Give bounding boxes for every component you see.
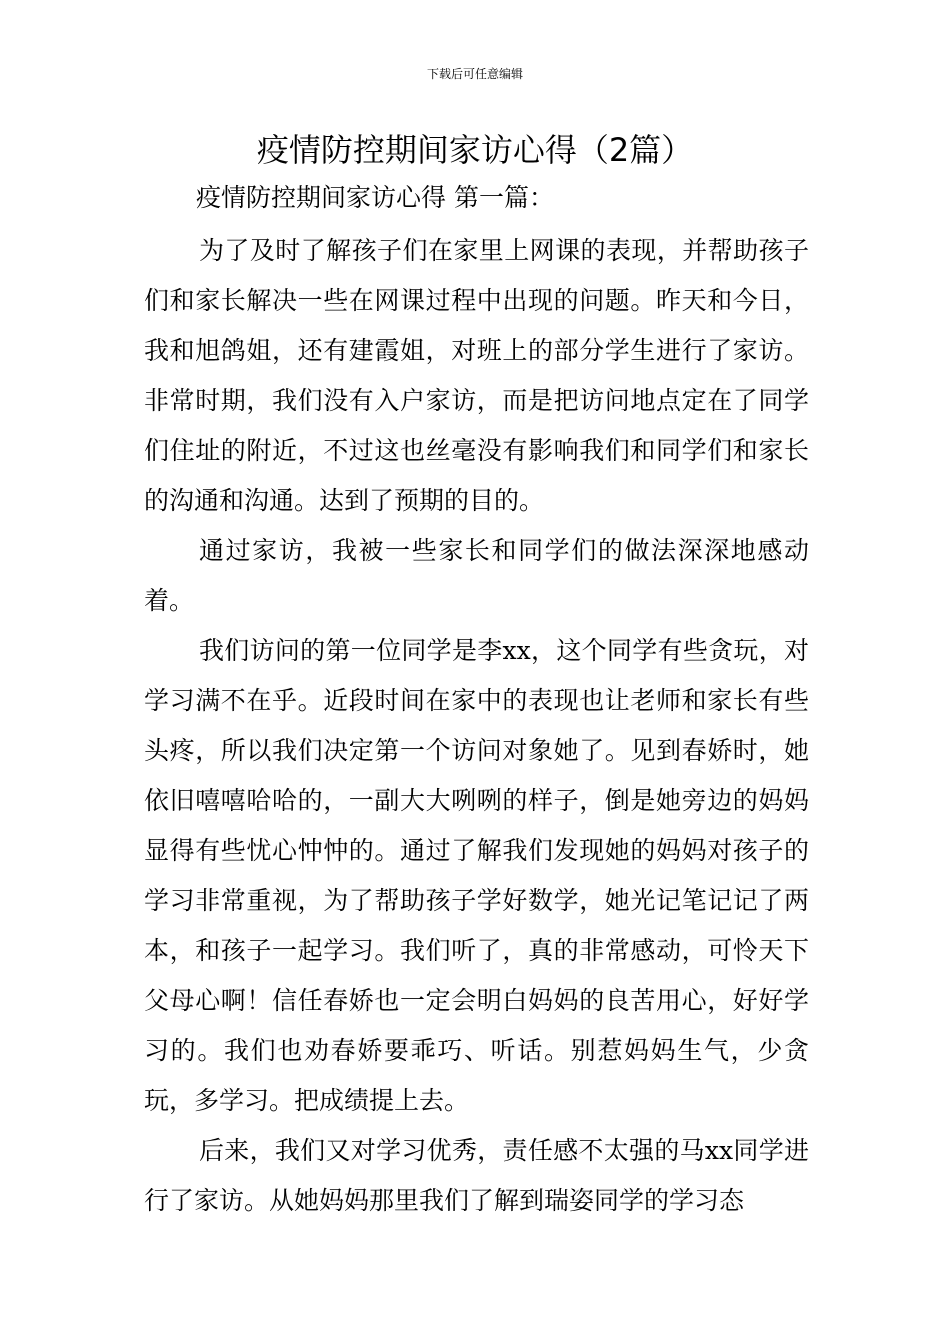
document-body [144, 226, 809, 1226]
document-title: 疫情防控期间家访心得（2篇） [256, 131, 694, 169]
paragraph: 为了及时了解孩子们在家里上网课的表现，并帮助孩子们和家长解决一些在网课过程中出现的问题。昨天和今日，我和旭鸽姐，还有建霞姐，对班上的部分学生进行了家访。非常时期，我们没有入户家访，而是把访问地点定在了同学们住址的附近，不过这也丝毫没有影响我们和同学们和家长的沟通和沟通。达到了预期的目的。 [144, 236, 809, 515]
paragraph: 后来，我们又对学习优秀，责任感不太强的马xx同学进行了家访。从她妈妈那里我们了解到瑞姿同学的学习态 [144, 1136, 809, 1215]
section-subtitle: 疫情防控期间家访心得 第一篇： [196, 183, 554, 212]
paragraph: 我们访问的第一位同学是李xx，这个同学有些贪玩，对学习满不在乎。近段时间在家中的表现也让老师和家长有些头疼，所以我们决定第一个访问对象她了。见到春娇时，她依旧嘻嘻哈哈的，一副大大咧咧的样子，倒是她旁边的妈妈显得有些忧心忡忡的。通过了解我们发现她的妈妈对孩子的学习非常重视，为了帮助孩子学好数学，她光记笔记记了两本，和孩子一起学习。我们听了，真的非常感动，可怜天下父母心啊！信任春娇也一定会明白妈妈的良苦用心，好好学习的。我们也劝春娇要乖巧、听话。别惹妈妈生气，少贪玩，多学习。把成绩提上去。 [144, 636, 809, 1115]
header-note: 下载后可任意编辑 [426, 67, 523, 81]
paragraph: 通过家访，我被一些家长和同学们的做法深深地感动着。 [144, 536, 809, 615]
